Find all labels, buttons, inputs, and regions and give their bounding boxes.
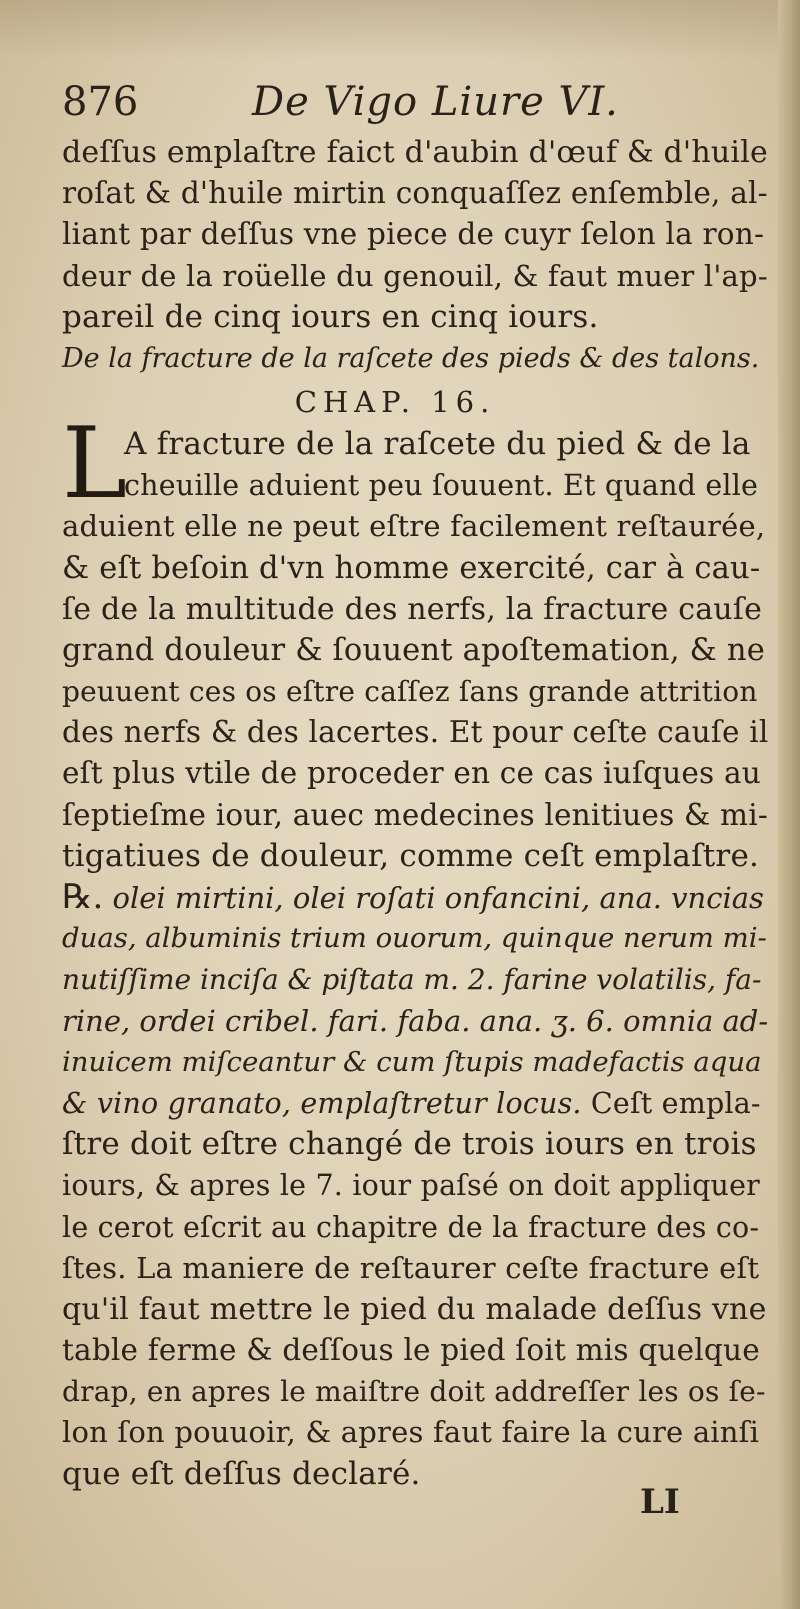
- text-line: qu'il faut mettre le pied du malade deſſus vne: [62, 1291, 767, 1327]
- text-block: [62, 72, 768, 1495]
- recipe-sign: ℞.: [62, 877, 104, 917]
- recipe-text: olei mirtini, olei roſati onfancini, ana. vncias: [103, 881, 764, 915]
- drop-cap: L: [62, 406, 128, 521]
- recipe-line: duas, albuminis trium ouorum, quinque nerum mi-: [62, 922, 767, 955]
- signature-mark: LI: [640, 1482, 680, 1522]
- text-line: des nerfs & des lacertes. Et pour ceſte cauſe il: [62, 715, 769, 750]
- text-line: liant par deſſus vne piece de cuyr ſelon la ron-: [62, 217, 765, 252]
- text-line: roſat & d'huile mirtin conquaſſez enſemble, al-: [62, 176, 768, 211]
- chapter-heading: CHAP. 16.: [294, 384, 496, 419]
- text-line: drap, en apres le maiſtre doit addreſſer les os ſe-: [62, 1375, 766, 1409]
- text-line: table ferme & deſſous le pied ſoit mis quelque: [62, 1333, 760, 1368]
- page-header: [62, 72, 768, 132]
- recipe-tail: Ceſt empla-: [581, 1086, 761, 1120]
- text-line: ſtre doit eſtre changé de trois iours en trois: [62, 1126, 757, 1163]
- text-line: lon ſon pouuoir, & apres faut faire la cure ainſi: [62, 1415, 760, 1450]
- text-line: aduient elle ne peut eſtre facilement reſtaurée,: [62, 509, 766, 544]
- text-line: cheuille aduient peu ſouuent. Et quand elle: [124, 469, 759, 503]
- text-line: deſſus emplaſtre faict d'aubin d'œuf & d'huile: [62, 135, 768, 170]
- text-line: le cerot eſcrit au chapitre de la fracture des co-: [62, 1210, 760, 1244]
- paragraph-end: [62, 1124, 768, 1495]
- paragraph-body: [62, 506, 768, 877]
- running-title: De Vigo Liure VI.: [252, 79, 619, 125]
- recipe-block: [62, 877, 768, 1124]
- text-line: ſeptieſme iour, auec medecines lenitiues & mi-: [62, 797, 768, 832]
- chapter-opening: [62, 406, 768, 521]
- recipe-line: rine, ordei cribel. fari. faba. ana. ʒ. 6. omnia ad-: [62, 1003, 769, 1038]
- page-shadow: [0, 0, 800, 60]
- text-line: A fracture de la raſcete du pied & de la: [124, 425, 751, 462]
- recipe-line: nutiſſime inciſa & piſtata m. 2. farine volatilis, fa-: [62, 963, 762, 997]
- text-line: & eſt beſoin d'vn homme exercité, car à cau-: [62, 550, 761, 586]
- page-number: 876: [62, 79, 139, 125]
- recipe-line: [62, 877, 768, 918]
- recipe-text: & vino granato, emplaſtretur locus.: [62, 1086, 582, 1120]
- page-edge: [778, 0, 800, 1609]
- text-line: pareil de cinq iours en cinq iours.: [62, 298, 599, 335]
- recipe-line: inuicem miſceantur & cum ſtupis madefactis aqua: [62, 1045, 762, 1078]
- text-line: ſe de la multitude des nerfs, la fracture cauſe: [62, 591, 763, 627]
- paragraph-before: [62, 132, 768, 338]
- text-line: tigatiues de douleur, comme ceſt emplaſtre.: [62, 837, 760, 874]
- section-title: De la fracture de la raſcete des pieds & des talons.: [62, 342, 760, 374]
- text-line: iours, & apres le 7. iour paſsé on doit appliquer: [62, 1169, 760, 1203]
- text-line: deur de la roüelle du genouil, & faut muer l'ap-: [62, 258, 768, 293]
- text-line: eſt plus vtile de proceder en ce cas iuſques au: [62, 756, 761, 791]
- recipe-line: [62, 1083, 768, 1124]
- text-line: ſtes. La maniere de reſtaurer ceſte fracture eſt: [62, 1250, 760, 1285]
- text-line: que eſt deſſus declaré.: [62, 1455, 421, 1492]
- text-line: grand douleur & ſouuent apoſtemation, & ne: [62, 632, 765, 668]
- text-line: peuuent ces os eſtre caſſez ſans grande attrition: [62, 675, 758, 709]
